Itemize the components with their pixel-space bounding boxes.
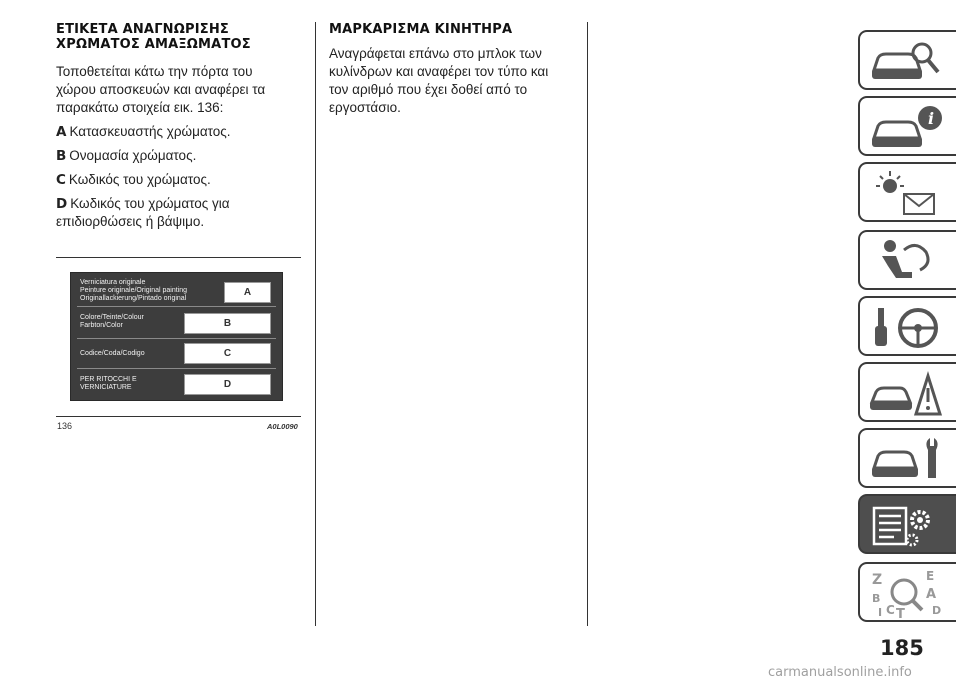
index-letter: Z: [872, 572, 883, 588]
label-row-code: Codice/Coda/Codigo: [80, 350, 145, 357]
label-row-touchup: PER RITOCCHI E VERNICIATURE: [80, 376, 137, 391]
label-row-original-paint: Verniciatura originale Peinture originale/Original painting Originallackierung/Pintado original: [80, 279, 188, 302]
list-item-c: C Κωδικός του χρώματος.: [56, 172, 211, 188]
figure-bottom-rule: [56, 416, 301, 417]
warning-lights-icon: [868, 168, 948, 220]
label-box-c: C: [184, 343, 271, 364]
airbag-seat-icon: [868, 236, 948, 288]
section-heading-engine-marking: ΜΑΡΚΑΡΙΣΜΑ ΚΙΝΗΤΗΡΑ: [329, 22, 513, 37]
label-separator: [77, 306, 276, 307]
nav-tab-index[interactable]: [858, 562, 956, 622]
heading-line: ΧΡΩΜΑΤΟΣ ΑΜΑΞΩΜΑΤΟΣ: [56, 37, 251, 52]
index-letter: C: [886, 603, 895, 617]
nav-tab-technical-data[interactable]: [858, 494, 956, 554]
nav-tab-safety[interactable]: [858, 230, 956, 290]
list-item-a: A Κατασκευαστής χρώματος.: [56, 124, 231, 140]
label-row-colour: Colore/Teinte/Colour Farbton/Color: [80, 314, 144, 329]
page-number: 185: [880, 636, 924, 660]
nav-tab-emergency[interactable]: [858, 362, 956, 422]
heading-line: ΕΤΙΚΕΤΑ ΑΝΑΓΝΩΡΙΣΗΣ: [56, 22, 230, 37]
label-separator: [77, 368, 276, 369]
index-letter: D: [932, 604, 942, 617]
index-letter: B: [872, 592, 881, 605]
column-divider: [315, 22, 316, 626]
svg-text:i: i: [928, 109, 935, 128]
list-item-b: B Ονομασία χρώματος.: [56, 148, 197, 164]
index-letter: A: [926, 587, 937, 602]
nav-tab-maintenance[interactable]: [858, 428, 956, 488]
index-letter: T: [896, 607, 905, 620]
figure-number: 136: [57, 421, 73, 431]
emergency-triangle-icon: [868, 368, 948, 420]
list-item-d: D Κωδικός του χρώματος για επιδιορθώσεις ή βάψιμο.: [56, 196, 230, 229]
technical-data-gear-icon: [868, 500, 948, 552]
nav-tab-warning-lights[interactable]: [858, 162, 956, 222]
section-heading-color-label: [56, 22, 251, 52]
index-letter: I: [878, 606, 883, 619]
car-info-icon: [868, 102, 948, 154]
steering-wheel-key-icon: [868, 302, 948, 354]
figure-code: A0L0090: [267, 422, 298, 431]
nav-tab-dashboard[interactable]: [858, 96, 956, 156]
figure-top-rule: [56, 257, 301, 258]
label-box-b: B: [184, 313, 271, 334]
watermark: carmanualsonline.info: [768, 665, 912, 680]
label-box-a: A: [224, 282, 271, 303]
nav-tab-starting-driving[interactable]: [858, 296, 956, 356]
column-divider: [587, 22, 588, 626]
car-search-icon: [868, 36, 948, 88]
engine-marking-paragraph: Αναγράφεται επάνω στο μπλοκ των κυλίνδρων και αναφέρει τον τύπο και τον αριθμό που έχει δοθεί από το εργοστάσιο.: [329, 46, 549, 115]
intro-paragraph: Τοποθετείται κάτω την πόρτα του χώρου αποσκευών και αναφέρει τα παρακάτω στοιχεία εικ. 136:: [56, 64, 266, 115]
paint-identification-label-figure: [70, 272, 283, 401]
label-separator: [77, 338, 276, 339]
nav-tab-car-knowledge[interactable]: [858, 30, 956, 90]
car-wrench-icon: [868, 434, 948, 486]
label-box-d: D: [184, 374, 271, 395]
alphabetical-index-icon: [868, 568, 948, 620]
index-letter: E: [926, 569, 935, 583]
